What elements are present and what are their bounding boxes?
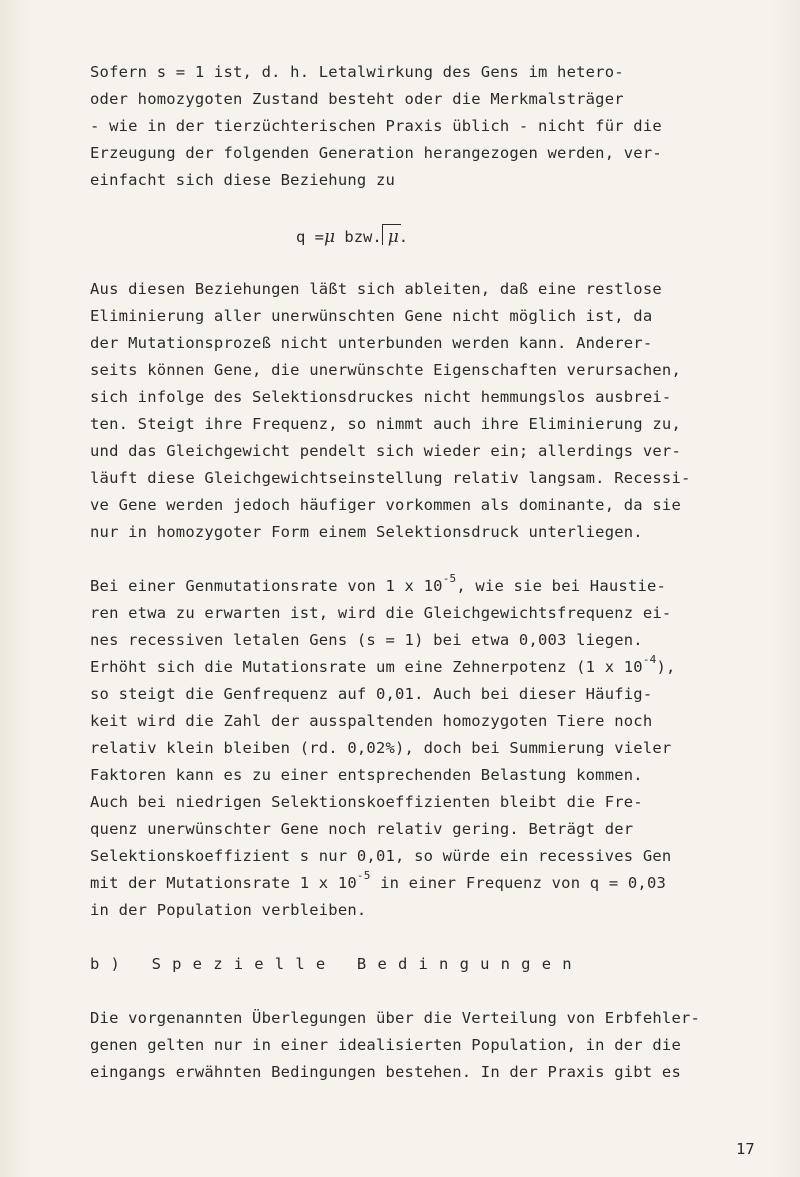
- page-number: 17: [736, 1140, 755, 1158]
- formula-mid: bzw.: [335, 228, 382, 246]
- paragraph-3-line-11: Selektionskoeffizient s nur 0,01, so würde ein recessives Gen: [90, 847, 672, 865]
- paragraph-3-line-12-a: mit der Mutationsrate 1 x 10: [90, 874, 357, 892]
- paragraph-3-line-12-b: in einer Frequenz von q = 0,03: [370, 874, 667, 892]
- paragraph-2-line-2: Eliminierung aller unerwünschten Gene nicht möglich ist, da: [90, 307, 653, 325]
- exponent: -4: [642, 653, 657, 666]
- paragraph-2-line-5: sich infolge des Selektionsdruckes nicht hemmungslos ausbrei-: [90, 388, 672, 406]
- exponent: -5: [442, 572, 457, 585]
- paragraph-1-line-4: Erzeugung der folgenden Generation herangezogen werden, ver-: [90, 144, 662, 162]
- paragraph-3-line-12: [90, 869, 667, 895]
- paragraph-2-line-7: und das Gleichgewicht pendelt sich wieder ein; allerdings ver-: [90, 442, 681, 460]
- paragraph-4-line-3: eingangs erwähnten Bedingungen bestehen. In der Praxis gibt es: [90, 1063, 681, 1081]
- paragraph-2-line-6: ten. Steigt ihre Frequenz, so nimmt auch ihre Eliminierung zu,: [90, 415, 681, 433]
- paragraph-1-line-1: Sofern s = 1 ist, d. h. Letalwirkung des Gens im hetero-: [90, 63, 624, 81]
- paragraph-3-line-5: so steigt die Genfrequenz auf 0,01. Auch bei dieser Häufig-: [90, 685, 653, 703]
- formula: [296, 227, 408, 247]
- paragraph-3-line-4-b: ),: [656, 658, 676, 676]
- paragraph-3-line-4: [90, 653, 676, 679]
- paragraph-3-line-7: relativ klein bleiben (rd. 0,02%), doch bei Summierung vieler: [90, 739, 672, 757]
- paragraph-2-line-1: Aus diesen Beziehungen läßt sich ableiten, daß eine restlose: [90, 280, 662, 298]
- paragraph-2-line-3: der Mutationsprozeß nicht unterbunden werden kann. Anderer-: [90, 334, 653, 352]
- paragraph-2-line-10: nur in homozygoter Form einem Selektionsdruck unterliegen.: [90, 523, 643, 541]
- paragraph-1-line-5: einfacht sich diese Beziehung zu: [90, 171, 396, 189]
- paragraph-3-line-1: [90, 572, 667, 598]
- paragraph-3-line-8: Faktoren kann es zu einer entsprechenden Belastung kommen.: [90, 766, 643, 784]
- paragraph-2-line-8: läuft diese Gleichgewichtseinstellung relativ langsam. Recessi-: [90, 469, 691, 487]
- paragraph-3-line-10: quenz unerwünschter Gene noch relativ gering. Beträgt der: [90, 820, 634, 838]
- paragraph-4-line-1: Die vorgenannten Überlegungen über die Verteilung von Erbfehler-: [90, 1009, 701, 1027]
- paragraph-4-line-2: genen gelten nur in einer idealisierten Population, in der die: [90, 1036, 681, 1054]
- paragraph-3-line-13: in der Population verbleiben.: [90, 901, 367, 919]
- formula-mu: μ: [324, 227, 336, 247]
- paragraph-3-line-9: Auch bei niedrigen Selektionskoeffizienten bleibt die Fre-: [90, 793, 643, 811]
- exponent: -5: [356, 869, 371, 882]
- paragraph-3-line-6: keit wird die Zahl der ausspaltenden homozygoten Tiere noch: [90, 712, 653, 730]
- formula-lhs: q =: [296, 228, 324, 246]
- square-root-sign: [382, 227, 399, 247]
- section-heading: b) Spezielle Bedingungen: [90, 955, 583, 973]
- paragraph-3-line-1-a: Bei einer Genmutationsrate von 1 x 10: [90, 577, 443, 595]
- paragraph-3-line-2: ren etwa zu erwarten ist, wird die Gleichgewichtsfrequenz ei-: [90, 604, 672, 622]
- paragraph-2-line-9: ve Gene werden jedoch häufiger vorkommen als dominante, da sie: [90, 496, 681, 514]
- formula-end: .: [398, 228, 409, 246]
- paragraph-3-line-3: nes recessiven letalen Gens (s = 1) bei etwa 0,003 liegen.: [90, 631, 643, 649]
- paragraph-1-line-3: - wie in der tierzüchterischen Praxis üblich - nicht für die: [90, 117, 662, 135]
- formula-sqrt-mu: μ: [387, 227, 399, 247]
- paragraph-1-line-2: oder homozygoten Zustand besteht oder die Merkmalsträger: [90, 90, 624, 108]
- paragraph-3-line-1-b: , wie sie bei Haustie-: [456, 577, 667, 595]
- paragraph-3-line-4-a: Erhöht sich die Mutationsrate um eine Zehnerpotenz (1 x 10: [90, 658, 643, 676]
- paragraph-2-line-4: seits können Gene, die unerwünschte Eigenschaften verursachen,: [90, 361, 681, 379]
